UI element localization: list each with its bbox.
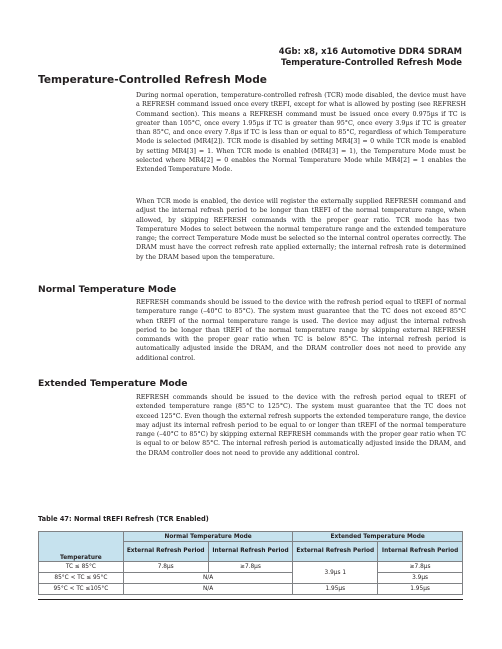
normal-ext-cell: 7.8µs — [123, 562, 208, 573]
temp-cell: 85°C < TC ≤ 95°C — [39, 573, 124, 584]
extended-mode-header: Extended Temperature Mode — [293, 532, 463, 542]
section-title-tcr: Temperature-Controlled Refresh Mode — [38, 74, 267, 86]
extended-internal-period-header: Internal Refresh Period — [378, 542, 463, 562]
extended-int-cell: 3.9µs — [378, 573, 463, 584]
page-header — [279, 46, 462, 67]
temperature-header: Temperature — [39, 532, 124, 562]
table-header-row-1 — [39, 532, 463, 542]
temp-cell: 95°C < TC ≤105°C — [39, 584, 124, 595]
normal-external-period-header: External Refresh Period — [123, 542, 208, 562]
temp-cell: TC ≤ 85°C — [39, 562, 124, 573]
tcr-paragraph-2: When TCR mode is enabled, the device will register the externally supplied REFRESH command and adjust the internal refresh period to be longer than tREFI of the normal temperature range, when allowed, by skipping REFRESH commands with the proper gear ratio. TCR mode has two Temperature Modes to select between the normal temperature range and the extended temperature range; the correct Temperature Mode must be selected so the internal control operates correctly. The DRAM must have the correct refresh rate applied externally; the internal refresh rate is determined by the DRAM based upon the temperature. — [136, 198, 466, 261]
header-title-line2: Temperature-Controlled Refresh Mode — [280, 56, 462, 67]
tcr-paragraph-1: During normal operation, temperature-controlled refresh (TCR) mode disabled, the device must have a REFRESH command issued once every tREFI, except for what is allowed by posting (see REFRESH Command section). This means a REFRESH command must be issued once every 0.975µs if TC is greater than 105°C, once every 1.95µs if TC is greater than 95°C, once every 3.9µs if TC is greater than 85°C, and once every 7.8µs if TC is less than or equal to 85°C, regardless of which Temperature Mode is selected (MR4[2]). TCR mode is disabled by setting MR4[3] = 0 while TCR mode is enabled by setting MR4[3] = 1. When TCR mode is enabled (MR4[3] = 1), the Temperature Mode must be selected where MR4[2] = 0 enables the Normal Temperature Mode while MR4[2] = 1 enables the Extended Temperature Mode. — [136, 92, 466, 174]
normal-merged-cell: N/A — [123, 584, 293, 595]
trefi-table — [38, 531, 463, 595]
table-row — [39, 584, 463, 595]
section-title-normal: Normal Temperature Mode — [38, 284, 177, 295]
extended-external-period-header: External Refresh Period — [293, 542, 378, 562]
header-title-line1: 4Gb: x8, x16 Automotive DDR4 SDRAM — [278, 46, 462, 56]
normal-internal-period-header: Internal Refresh Period — [208, 542, 293, 562]
footer-rule — [38, 599, 463, 600]
normal-int-cell: ≥7.8µs — [208, 562, 293, 573]
table-title: Table 47: Normal tREFI Refresh (TCR Enabled) — [38, 515, 209, 523]
extended-ext-cell: 3.9µs 1 — [293, 562, 378, 584]
extended-ext-cell: 1.95µs — [293, 584, 378, 595]
normal-mode-header: Normal Temperature Mode — [123, 532, 293, 542]
normal-paragraph: REFRESH commands should be issued to the device with the refresh period equal to tREFI of normal temperature range (–40°C to 85°C). The system must guarantee that the TC does not exceed 85°C when tREFI of the normal temperature range is used. The device may adjust the internal refresh period to be longer than tREFI of the normal temperature range by skipping external REFRESH commands with the proper gear ratio when TC is below 85°C. The internal refresh period is automatically adjusted inside the DRAM, and the DRAM controller does not need to provide any additional control. — [136, 299, 466, 362]
extended-int-cell: 1.95µs — [378, 584, 463, 595]
extended-paragraph: REFRESH commands should be issued to the device with the refresh period equal to tREFI of extended temperature range (85°C to 125°C). The system must guarantee that the TC does not exceed 125°C. Even though the external refresh supports the extended temperature range, the device may adjust its internal refresh period to be equal to or longer than tREFI of the normal temperature range (–40°C to 85°C) by skipping external REFRESH commands with the proper gear ratio when TC is equal to or below 85°C. The internal refresh period is automatically adjusted inside the DRAM, and the DRAM controller does not need to provide any additional control. — [136, 394, 466, 457]
normal-merged-cell: N/A — [123, 573, 293, 584]
section-title-extended: Extended Temperature Mode — [38, 378, 188, 389]
table-row — [39, 573, 463, 584]
table-row — [39, 562, 463, 573]
extended-int-cell: ≥7.8µs — [378, 562, 463, 573]
